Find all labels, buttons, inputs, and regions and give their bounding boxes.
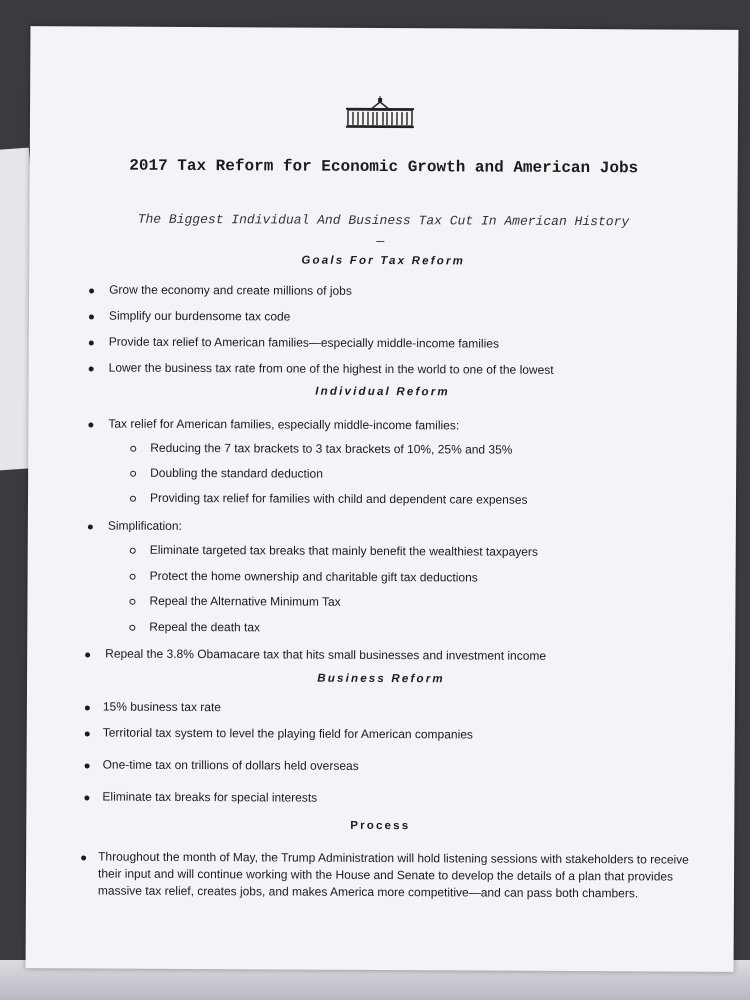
sub-bullet bbox=[130, 574, 136, 580]
white-house-logo bbox=[344, 96, 416, 130]
divider bbox=[376, 241, 384, 242]
business-heading: Business Reform bbox=[317, 672, 445, 686]
goal-item: Provide tax relief to American families—especially middle-income families bbox=[108, 334, 500, 351]
individual-heading: Individual Reform bbox=[315, 385, 450, 399]
individual-subitem: Repeal the death tax bbox=[149, 619, 261, 635]
document-page bbox=[26, 26, 739, 972]
sub-bullet bbox=[130, 548, 136, 554]
bullet bbox=[89, 288, 94, 293]
bullet bbox=[84, 795, 89, 800]
bullet bbox=[89, 314, 94, 319]
goals-heading: Goals For Tax Reform bbox=[301, 254, 466, 268]
bullet bbox=[89, 340, 94, 345]
individual-item: Simplification: bbox=[107, 518, 182, 533]
sub-bullet bbox=[129, 625, 135, 631]
document-subtitle: The Biggest Individual And Business Tax Cut In American History bbox=[137, 211, 630, 230]
individual-subitem: Repeal the Alternative Minimum Tax bbox=[149, 593, 341, 609]
bullet bbox=[89, 366, 94, 371]
bullet bbox=[88, 524, 93, 529]
business-item: One-time tax on trillions of dollars held overseas bbox=[102, 757, 359, 773]
individual-subitem: Reducing the 7 tax brackets to 3 tax brackets of 10%, 25% and 35% bbox=[150, 440, 513, 457]
sub-bullet bbox=[130, 471, 136, 477]
bullet bbox=[85, 731, 90, 736]
individual-item: Repeal the 3.8% Obamacare tax that hits small businesses and investment income bbox=[105, 646, 547, 663]
individual-subitem: Eliminate targeted tax breaks that mainly benefit the wealthiest taxpayers bbox=[149, 542, 538, 559]
goal-item: Lower the business tax rate from one of the highest in the world to one of the lowest bbox=[108, 360, 554, 377]
bullet bbox=[85, 763, 90, 768]
process-item: Throughout the month of May, the Trump Administration will hold listening sessions with stakeholders to receive their input and will continue working with the House and Senate to develop the details of a plan that provides massive tax relief, creates jobs, and makes America more competitive—and can pass both chambers. bbox=[97, 849, 689, 901]
goal-item: Grow the economy and create millions of jobs bbox=[109, 282, 352, 298]
business-item: Territorial tax system to level the playing field for American companies bbox=[102, 725, 473, 742]
individual-subitem: Doubling the standard deduction bbox=[150, 465, 323, 481]
bullet bbox=[88, 422, 93, 427]
document-title: 2017 Tax Reform for Economic Growth and American Jobs bbox=[129, 156, 639, 178]
individual-subitem: Protect the home ownership and charitable gift tax deductions bbox=[149, 568, 478, 585]
business-item: 15% business tax rate bbox=[102, 699, 222, 715]
individual-item: Tax relief for American families, especially middle-income families: bbox=[108, 416, 460, 433]
process-heading: Process bbox=[350, 819, 411, 833]
bullet bbox=[81, 855, 86, 860]
individual-subitem: Providing tax relief for families with child and dependent care expenses bbox=[149, 490, 528, 507]
bullet bbox=[85, 652, 90, 657]
sub-bullet bbox=[130, 446, 136, 452]
bullet bbox=[85, 705, 90, 710]
goal-item: Simplify our burdensome tax code bbox=[108, 308, 291, 324]
sub-bullet bbox=[129, 599, 135, 605]
sub-bullet bbox=[130, 496, 136, 502]
business-item: Eliminate tax breaks for special interests bbox=[102, 789, 318, 805]
